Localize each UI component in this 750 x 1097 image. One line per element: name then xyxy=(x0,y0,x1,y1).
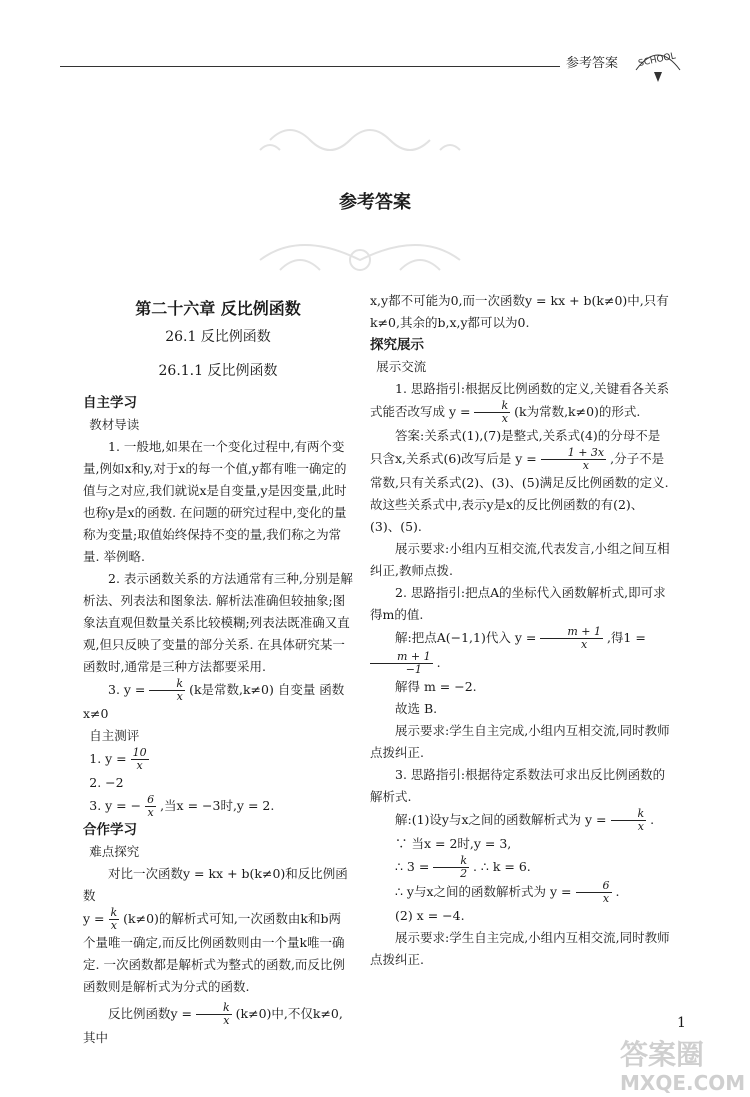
answer-paragraph-3-cont: x≠0 xyxy=(83,706,109,721)
solution-line-1: 解:把点A(−1,1)代入 y = $\frac{m + 1}{x}$ ,得1 = $\frac{m + 1}{-1}$ . xyxy=(370,626,670,676)
test-answer-3: 3. y = − $\frac{6}{x}$ ,当x = −3时,y = 2. xyxy=(89,793,275,819)
self-test-heading: 自主测评 xyxy=(89,728,140,743)
fraction: $\frac{k}{x}$ xyxy=(149,678,185,703)
chapter-title: 第二十六章 反比例函数 xyxy=(135,299,301,318)
compare-paragraph-4: 反比例函数y = $\frac{k}{x}$ (k≠0)中,不仅k≠0,其中 xyxy=(83,1001,343,1045)
fraction: $\frac{m + 1}{x}$ xyxy=(540,626,603,651)
self-study-heading: 自主学习 xyxy=(83,395,137,411)
solution-line-3: 故选 B. xyxy=(395,701,438,716)
fraction: $\frac{1 + 3x}{x}$ xyxy=(541,447,606,472)
watermark-logo xyxy=(600,1030,750,1097)
fraction: $\frac{k}{x}$ xyxy=(474,400,510,425)
display-requirement-1: 展示要求:小组内互相交流,代表发言,小组之间互相纠正,教师点拨. xyxy=(370,541,670,578)
display-requirement-2: 展示要求:学生自主完成,小组内互相交流,同时教师点拨纠正. xyxy=(370,723,670,760)
subsection-title: 26.1.1 反比例函数 xyxy=(158,363,278,379)
test-answer-1: 1. y = $\frac{10}{x}$ xyxy=(89,746,147,772)
solution-line-5: ∵ 当x = 2时,y = 3, xyxy=(395,836,512,851)
fraction: $\frac{k}{x}$ xyxy=(196,1002,232,1027)
watermark-line-2: MXQE.COM xyxy=(620,1071,746,1095)
fraction: $\frac{6}{x}$ xyxy=(576,880,612,905)
difficulty-heading: 难点探究 xyxy=(89,844,140,859)
right-column xyxy=(370,290,670,971)
solution-line-2: 解得 m = −2. xyxy=(395,679,477,694)
solution-line-6: ∴ 3 = $\frac{k}{2}$ . ∴ k = 6. xyxy=(395,854,531,880)
textbook-guide-heading: 教材导读 xyxy=(89,417,140,432)
compare-paragraph-1: 对比一次函数y = kx + b(k≠0)和反比例函数 xyxy=(83,866,348,903)
watermark-line-1: 答案圈 xyxy=(620,1038,705,1071)
solution-line-7: ∴ y与x之间的函数解析式为 y = $\frac{6}{x}$ . xyxy=(395,879,620,905)
explore-answer-2: 答案:关系式(1),(7)是整式,关系式(4)的分母不是只含x,关系式(6)改写后是 y = $\frac{1 + 3x}{x}$ ,分子不是常数,只有关系式(2)、(3)、(5)满足反比例函数的定义. 故这些关系式中,表示y是x的反比例函数的有(2)、(3)、(5). xyxy=(370,428,669,534)
explore-answer-1: 1. 思路指引:根据反比例函数的定义,关键看各关系式能否改写成 y = $\frac{k}{x}$ (k为常数,k≠0)的形式. xyxy=(370,381,670,425)
cooperative-study-heading: 合作学习 xyxy=(83,822,137,838)
left-column xyxy=(83,290,353,1049)
explore-answer-4: 3. 思路指引:根据待定系数法可求出反比例函数的解析式. xyxy=(370,767,666,804)
fraction: $\frac{k}{x}$ xyxy=(611,808,647,833)
compare-paragraph-2: y = $\frac{k}{x}$ (k≠0)的解析式可知,一次函数由k和b两 xyxy=(83,906,341,932)
running-head-title: 参考答案 xyxy=(566,56,619,71)
fraction: $\frac{6}{x}$ xyxy=(147,793,155,819)
test-answer-2: 2. −2 xyxy=(89,775,124,790)
solution-line-4: 解:(1)设y与x之间的函数解析式为 y = $\frac{k}{x}$ . xyxy=(395,807,655,833)
page-title: 参考答案 xyxy=(339,192,411,213)
explore-answer-3: 2. 思路指引:把点A的坐标代入函数解析式,即可求得m的值. xyxy=(370,585,666,622)
answer-paragraph-1: 1. 一般地,如果在一个变化过程中,有两个变量,例如x和y,对于x的每一个值,y都有唯一确定的值与之对应,我们就说x是自变量,y是因变量,此时也称y是x的函数. 在问题的研究过程中,变化的量称为变量;取值始终保持不变的量,我们称之为常量. 举例略. xyxy=(83,439,347,564)
section-title: 26.1 反比例函数 xyxy=(165,329,271,345)
explore-heading: 探究展示 xyxy=(370,337,424,353)
compare-paragraph-3: 个量唯一确定,而反比例函数则由一个量k唯一确定. 一次函数都是解析式为整式的函数,而反比例函数则是解析式为分式的函数. xyxy=(83,935,345,994)
solution-line-8: (2) x = −4. xyxy=(395,908,465,923)
answer-paragraph-3: 3. y = $\frac{k}{x}$ (k是常数,k≠0) 自变量 函数 xyxy=(108,677,345,703)
fraction: $\frac{k}{x}$ xyxy=(110,906,118,932)
page-number: 1 xyxy=(677,1015,686,1031)
show-heading: 展示交流 xyxy=(376,359,427,374)
school-logo-text: SCHOOL xyxy=(637,51,677,70)
continued-paragraph: x,y都不可能为0,而一次函数y = kx + b(k≠0)中,只有k≠0,其余的b,x,y都可以为0. xyxy=(370,293,669,330)
school-logo-icon xyxy=(630,40,686,86)
header-rule xyxy=(60,66,560,67)
display-requirement-3: 展示要求:学生自主完成,小组内互相交流,同时教师点拨纠正. xyxy=(370,930,670,967)
fraction: $\frac{10}{x}$ xyxy=(132,746,147,772)
fraction: $\frac{m + 1}{-1}$ xyxy=(370,651,433,676)
fraction: $\frac{k}{2}$ xyxy=(433,855,469,880)
answer-paragraph-2: 2. 表示函数关系的方法通常有三种,分别是解析法、列表法和图象法. 解析法准确但较抽象;图象法直观但数量关系比较模糊;列表法既准确又直观,但只反映了变量的部分关系. 在具体研究某一函数时,通常是三种方法都要采用. xyxy=(83,571,353,674)
